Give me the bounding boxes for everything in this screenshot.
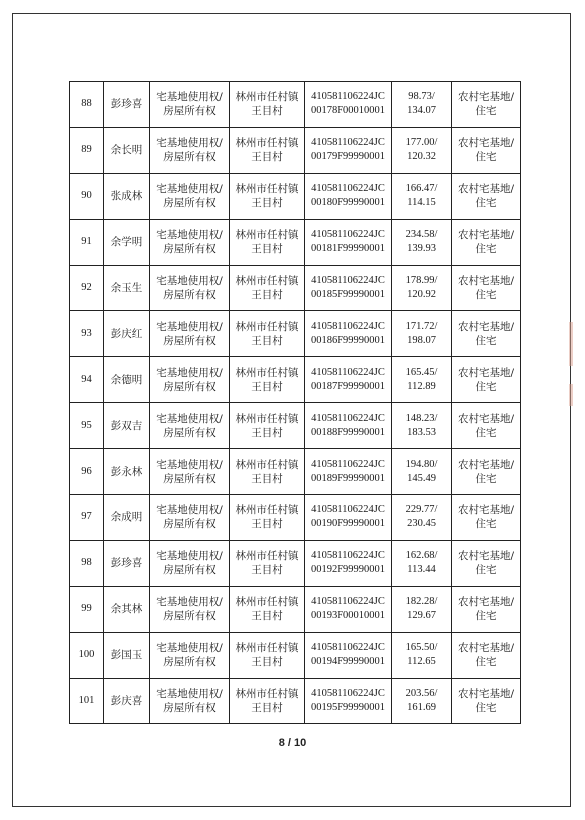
right-type-line: 房屋所有权 [163, 702, 216, 715]
right-type-line: 宅基地使用权/ [156, 137, 223, 150]
area-line: 177.00/ [405, 137, 438, 149]
margin-stamp-mark [569, 322, 573, 366]
right-type-line: 房屋所有权 [163, 151, 216, 164]
unit-code-line: 410581106224JC [311, 91, 385, 103]
right-type-line: 宅基地使用权/ [156, 642, 223, 655]
location-line: 王目村 [251, 334, 283, 347]
owner-name-cell: 彭双吉 [104, 403, 150, 449]
location-line: 林州市任村镇 [235, 275, 299, 287]
area-line: 129.67 [407, 610, 436, 622]
right-type-line: 房屋所有权 [163, 243, 216, 256]
unit-code-line: 00190F99990001 [310, 518, 386, 530]
area-line: 182.28/ [405, 596, 438, 608]
owner-name-cell: 彭庆红 [104, 311, 150, 357]
right-type-cell [150, 265, 230, 311]
row-number-cell: 99 [70, 586, 104, 632]
unit-code-line: 410581106224JC [311, 642, 385, 654]
location-line: 林州市任村镇 [235, 91, 299, 104]
owner-name-cell: 彭永林 [104, 449, 150, 495]
row-number-cell: 97 [70, 495, 104, 541]
table-row [70, 678, 521, 724]
area-line: 120.32 [407, 151, 436, 163]
location-line: 林州市任村镇 [235, 412, 299, 425]
location-line: 林州市任村镇 [235, 183, 299, 196]
unit-code-cell [305, 82, 392, 128]
location-line: 王目村 [251, 610, 283, 623]
location-cell [230, 540, 305, 586]
area-cell [392, 173, 452, 219]
location-line: 王目村 [251, 656, 283, 669]
location-cell [230, 357, 305, 403]
unit-code-cell [305, 403, 392, 449]
usage-line: 农村宅基地/ [457, 688, 515, 701]
table-row [70, 449, 521, 495]
owner-name-cell: 余长明 [104, 127, 150, 173]
location-line: 王目村 [251, 564, 283, 577]
unit-code-cell [305, 632, 392, 678]
usage-cell [452, 82, 521, 128]
location-line: 林州市任村镇 [235, 458, 299, 471]
area-line: 165.50/ [405, 642, 438, 654]
right-type-cell [150, 82, 230, 128]
usage-cell [452, 632, 521, 678]
usage-line: 农村宅基地/ [457, 137, 515, 150]
usage-cell [452, 127, 521, 173]
usage-line: 住宅 [475, 518, 497, 531]
usage-cell [452, 540, 521, 586]
right-type-line: 房屋所有权 [163, 105, 216, 118]
unit-code-line: 00189F99990001 [310, 472, 386, 484]
usage-line: 农村宅基地/ [457, 91, 515, 104]
right-type-line: 房屋所有权 [163, 426, 216, 439]
location-line: 王目村 [251, 702, 283, 715]
location-line: 王目村 [251, 289, 283, 301]
area-line: 148.23/ [405, 412, 438, 424]
usage-line: 农村宅基地/ [457, 550, 515, 563]
unit-code-line: 410581106224JC [311, 688, 385, 700]
usage-line: 农村宅基地/ [457, 458, 515, 471]
location-line: 林州市任村镇 [235, 688, 299, 701]
location-cell [230, 403, 305, 449]
table-row [70, 127, 521, 173]
location-line: 王目村 [251, 243, 283, 256]
area-line: 229.77/ [405, 504, 438, 516]
location-line: 林州市任村镇 [235, 366, 299, 379]
unit-code-cell [305, 173, 392, 219]
area-line: 112.65 [407, 656, 436, 668]
right-type-cell [150, 357, 230, 403]
location-cell [230, 495, 305, 541]
right-type-line: 宅基地使用权/ [156, 550, 223, 563]
area-line: 98.73/ [408, 91, 435, 103]
area-line: 112.89 [407, 380, 436, 392]
location-cell [230, 82, 305, 128]
right-type-line: 房屋所有权 [163, 472, 216, 485]
area-cell [392, 265, 452, 311]
right-type-cell [150, 173, 230, 219]
right-type-cell [150, 219, 230, 265]
right-type-line: 房屋所有权 [163, 518, 216, 531]
right-type-cell [150, 540, 230, 586]
unit-code-cell [305, 495, 392, 541]
usage-line: 住宅 [475, 151, 497, 164]
right-type-line: 房屋所有权 [163, 334, 216, 347]
row-number-cell: 88 [70, 82, 104, 128]
area-cell [392, 82, 452, 128]
unit-code-line: 00195F99990001 [310, 702, 386, 714]
unit-code-cell [305, 311, 392, 357]
owner-name-cell: 张成林 [104, 173, 150, 219]
unit-code-cell [305, 219, 392, 265]
usage-line: 住宅 [475, 426, 497, 439]
unit-code-line: 00178F00010001 [310, 105, 386, 117]
page-number: 8 / 10 [278, 737, 307, 749]
row-number-cell: 94 [70, 357, 104, 403]
unit-code-line: 410581106224JC [311, 275, 385, 286]
right-type-line: 宅基地使用权/ [156, 688, 223, 701]
usage-line: 住宅 [475, 197, 497, 210]
usage-cell [452, 219, 521, 265]
right-type-line: 宅基地使用权/ [156, 320, 223, 333]
unit-code-line: 410581106224JC [311, 183, 385, 195]
unit-code-cell [305, 357, 392, 403]
usage-line: 住宅 [475, 610, 497, 623]
usage-line: 住宅 [475, 380, 497, 393]
unit-code-line: 410581106224JC [311, 320, 385, 332]
area-cell [392, 357, 452, 403]
area-line: 165.45/ [405, 366, 438, 378]
owner-name-cell: 余成明 [104, 495, 150, 541]
usage-line: 住宅 [475, 334, 497, 347]
location-cell [230, 586, 305, 632]
right-type-line: 宅基地使用权/ [156, 458, 223, 471]
unit-code-cell [305, 678, 392, 724]
right-type-cell [150, 678, 230, 724]
location-line: 林州市任村镇 [235, 596, 299, 609]
area-line: 171.72/ [405, 320, 438, 332]
location-line: 王目村 [251, 105, 283, 118]
owner-name-cell: 余玉生 [104, 265, 150, 311]
area-line: 178.99/ [405, 275, 438, 286]
right-type-line: 宅基地使用权/ [156, 229, 223, 242]
owner-name-cell: 彭国玉 [104, 632, 150, 678]
usage-line: 住宅 [475, 105, 497, 118]
location-cell [230, 127, 305, 173]
usage-line: 住宅 [475, 289, 497, 301]
area-line: 183.53 [407, 426, 436, 438]
right-type-cell [150, 311, 230, 357]
usage-line: 农村宅基地/ [457, 275, 515, 287]
right-type-line: 房屋所有权 [163, 380, 216, 393]
location-line: 林州市任村镇 [235, 320, 299, 333]
owner-name-cell: 余德明 [104, 357, 150, 403]
owner-name-cell: 彭庆喜 [104, 678, 150, 724]
right-type-line: 宅基地使用权/ [156, 366, 223, 379]
location-cell [230, 173, 305, 219]
unit-code-line: 410581106224JC [311, 137, 385, 149]
row-number-cell: 91 [70, 219, 104, 265]
owner-name-cell: 彭珍喜 [104, 540, 150, 586]
usage-line: 住宅 [475, 564, 497, 577]
right-type-line: 房屋所有权 [163, 610, 216, 623]
unit-code-line: 410581106224JC [311, 550, 385, 562]
row-number-cell: 101 [70, 678, 104, 724]
location-line: 王目村 [251, 197, 283, 210]
usage-cell [452, 495, 521, 541]
area-cell [392, 678, 452, 724]
area-line: 120.92 [407, 289, 436, 300]
usage-line: 农村宅基地/ [457, 229, 515, 242]
area-cell [392, 632, 452, 678]
usage-cell [452, 265, 521, 311]
owner-name-cell: 彭珍喜 [104, 82, 150, 128]
row-number-cell: 96 [70, 449, 104, 495]
unit-code-line: 00179F99990001 [310, 151, 386, 163]
area-cell [392, 127, 452, 173]
right-type-cell [150, 403, 230, 449]
row-number-cell: 98 [70, 540, 104, 586]
usage-line: 住宅 [475, 243, 497, 256]
area-cell [392, 403, 452, 449]
area-line: 161.69 [407, 702, 436, 714]
usage-line: 农村宅基地/ [457, 412, 515, 425]
unit-code-line: 410581106224JC [311, 366, 385, 378]
right-type-line: 宅基地使用权/ [156, 504, 223, 517]
right-type-line: 宅基地使用权/ [156, 183, 223, 196]
usage-cell [452, 311, 521, 357]
unit-code-cell [305, 265, 392, 311]
unit-code-cell [305, 449, 392, 495]
location-line: 王目村 [251, 518, 283, 531]
usage-cell [452, 357, 521, 403]
location-cell [230, 449, 305, 495]
table-row [70, 632, 521, 678]
area-cell [392, 586, 452, 632]
location-line: 林州市任村镇 [235, 642, 299, 655]
area-cell [392, 495, 452, 541]
registration-table [69, 81, 521, 724]
area-cell [392, 219, 452, 265]
row-number-cell: 95 [70, 403, 104, 449]
table-row [70, 403, 521, 449]
location-line: 王目村 [251, 151, 283, 164]
area-line: 230.45 [407, 518, 436, 530]
area-line: 162.68/ [405, 550, 438, 562]
usage-cell [452, 586, 521, 632]
table-row [70, 82, 521, 128]
usage-line: 住宅 [475, 656, 497, 669]
unit-code-line: 410581106224JC [311, 229, 385, 241]
row-number-cell: 100 [70, 632, 104, 678]
area-line: 203.56/ [405, 688, 438, 700]
unit-code-line: 00187F99990001 [310, 380, 386, 392]
location-line: 王目村 [251, 380, 283, 393]
table-row [70, 311, 521, 357]
table-row [70, 173, 521, 219]
location-line: 林州市任村镇 [235, 504, 299, 517]
right-type-cell [150, 495, 230, 541]
unit-code-line: 00181F99990001 [310, 243, 386, 255]
table-row [70, 540, 521, 586]
area-line: 198.07 [407, 334, 436, 346]
usage-line: 住宅 [475, 472, 497, 485]
area-line: 166.47/ [405, 183, 438, 195]
location-cell [230, 632, 305, 678]
right-type-line: 宅基地使用权/ [156, 91, 223, 104]
usage-cell [452, 403, 521, 449]
row-number-cell: 93 [70, 311, 104, 357]
location-line: 林州市任村镇 [235, 229, 299, 242]
usage-line: 农村宅基地/ [457, 366, 515, 379]
unit-code-line: 410581106224JC [311, 458, 385, 470]
location-cell [230, 265, 305, 311]
location-cell [230, 678, 305, 724]
unit-code-line: 00186F99990001 [310, 334, 386, 346]
unit-code-cell [305, 127, 392, 173]
right-type-line: 宅基地使用权/ [156, 412, 223, 425]
location-line: 王目村 [251, 472, 283, 485]
right-type-cell [150, 586, 230, 632]
area-cell [392, 311, 452, 357]
table-body [70, 82, 521, 724]
area-line: 194.80/ [405, 458, 438, 470]
row-number-cell: 92 [70, 265, 104, 311]
unit-code-line: 00193F00010001 [310, 610, 386, 622]
unit-code-cell [305, 586, 392, 632]
right-type-line: 宅基地使用权/ [156, 596, 223, 609]
table-row [70, 357, 521, 403]
location-cell [230, 311, 305, 357]
owner-name-cell: 余学明 [104, 219, 150, 265]
area-cell [392, 540, 452, 586]
usage-line: 农村宅基地/ [457, 320, 515, 333]
unit-code-line: 00188F99990001 [310, 426, 386, 438]
unit-code-line: 410581106224JC [311, 504, 385, 516]
area-line: 139.93 [407, 243, 436, 255]
usage-line: 农村宅基地/ [457, 642, 515, 655]
owner-name-cell: 余其林 [104, 586, 150, 632]
location-line: 林州市任村镇 [235, 550, 299, 563]
right-type-line: 房屋所有权 [163, 564, 216, 577]
unit-code-line: 00194F99990001 [310, 656, 386, 668]
row-number-cell: 90 [70, 173, 104, 219]
right-type-line: 房屋所有权 [163, 656, 216, 669]
margin-stamp-mark [569, 384, 573, 406]
location-line: 王目村 [251, 426, 283, 439]
area-line: 145.49 [407, 472, 436, 484]
area-line: 113.44 [407, 564, 436, 576]
area-cell [392, 449, 452, 495]
right-type-line: 房屋所有权 [163, 289, 216, 301]
table-row [70, 219, 521, 265]
unit-code-line: 410581106224JC [311, 596, 385, 608]
unit-code-line: 410581106224JC [311, 412, 385, 424]
location-line: 林州市任村镇 [235, 137, 299, 150]
right-type-cell [150, 127, 230, 173]
unit-code-line: 00192F99990001 [310, 564, 386, 576]
right-type-line: 宅基地使用权/ [156, 275, 223, 287]
table-row [70, 495, 521, 541]
usage-line: 农村宅基地/ [457, 596, 515, 609]
table-row [70, 586, 521, 632]
usage-cell [452, 173, 521, 219]
right-type-line: 房屋所有权 [163, 197, 216, 210]
unit-code-line: 00180F99990001 [310, 197, 386, 209]
usage-line: 农村宅基地/ [457, 183, 515, 196]
table-row [70, 265, 521, 311]
right-type-cell [150, 449, 230, 495]
unit-code-cell [305, 540, 392, 586]
area-line: 134.07 [407, 105, 436, 117]
usage-line: 住宅 [475, 702, 497, 715]
usage-cell [452, 449, 521, 495]
unit-code-line: 00185F99990001 [310, 289, 386, 300]
usage-line: 农村宅基地/ [457, 504, 515, 517]
usage-cell [452, 678, 521, 724]
area-line: 114.15 [407, 197, 436, 209]
row-number-cell: 89 [70, 127, 104, 173]
area-line: 234.58/ [405, 229, 438, 241]
right-type-cell [150, 632, 230, 678]
location-cell [230, 219, 305, 265]
